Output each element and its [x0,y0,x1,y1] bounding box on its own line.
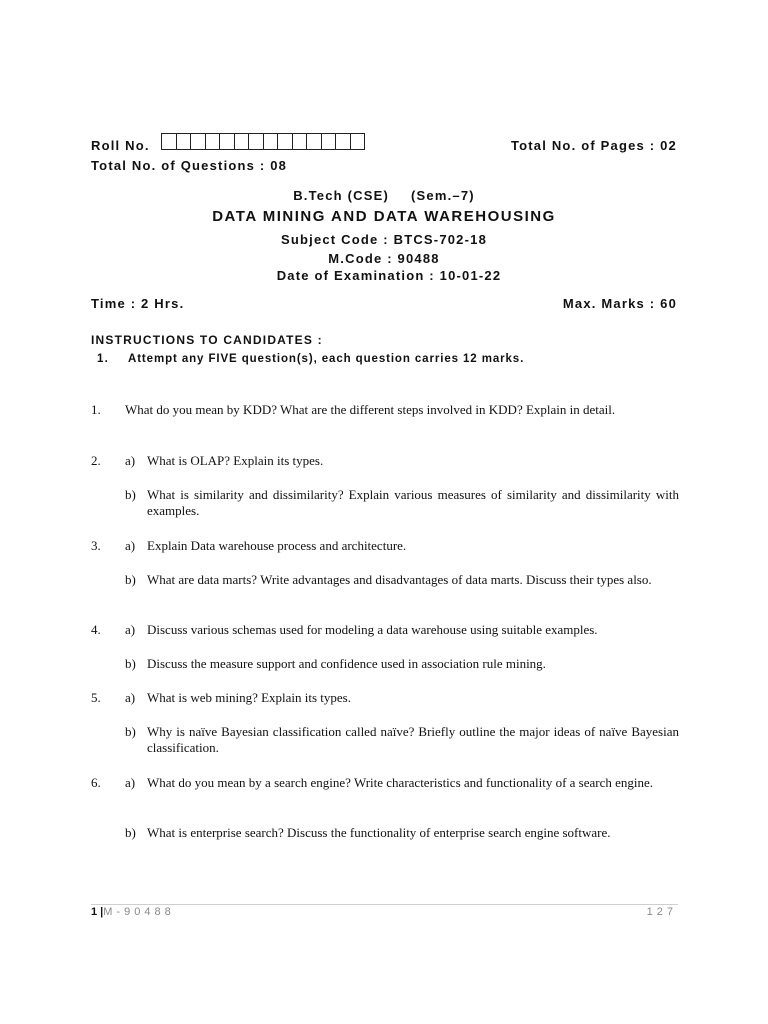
part-b-label: b) [125,572,136,587]
subject-title: DATA MINING AND DATA WAREHOUSING [212,208,556,225]
part-a-text: Discuss various schemas used for modeling a data warehouse using suitable examples. [147,622,598,637]
part-b-label: b) [125,724,136,739]
part-b-text: Discuss the measure support and confidence used in association rule mining. [147,656,546,671]
part-b-label: b) [125,656,136,671]
part-b-text: What is enterprise search? Discuss the functionality of enterprise search engine software. [147,825,611,840]
question-number: 2. [91,453,101,468]
roll-number-box[interactable] [278,133,293,150]
part-a-label: a) [125,538,136,553]
m-code: M.Code : 90488 [328,251,440,266]
question-number: 5. [91,690,101,705]
part-b-text: Why is naïve Bayesian classification called naïve? Briefly outline the major ideas of naïve Bayesian classification. [147,724,679,755]
footer-divider [91,904,678,905]
subject-code: Subject Code : BTCS-702-18 [280,232,487,247]
instruction-number: 1. [97,353,109,365]
max-marks: Max. Marks : 60 [562,296,677,311]
roll-number-box[interactable] [351,133,366,150]
time-allowed: Time : 2 Hrs. [91,296,185,311]
roll-number-boxes[interactable] [161,133,365,150]
question-number: 6. [91,775,101,790]
semester: (Sem.–7) [410,188,475,203]
footer-right-code: 127 [646,906,677,918]
question-number: 3. [91,538,101,553]
part-b-text: What is similarity and dissimilarity? Explain various measures of similarity and dissimilarity with examples. [147,487,679,518]
total-pages: Total No. of Pages : 02 [510,138,677,153]
roll-number-box[interactable] [206,133,221,150]
part-a-label: a) [125,453,136,468]
footer-m-code: M-90488 [103,906,175,918]
part-b-text: What are data marts? Write advantages and disadvantages of data marts. Discuss their types also. [147,572,652,587]
roll-number-box[interactable] [322,133,337,150]
instruction-text: Attempt any FIVE question(s), each question carries 12 marks. [128,353,525,365]
roll-number-box[interactable] [191,133,206,150]
roll-number-box[interactable] [162,133,177,150]
question-number: 1. [91,402,101,417]
part-a-text: Explain Data warehouse process and architecture. [147,538,407,553]
roll-number-label: Roll No. [91,138,150,153]
part-a-label: a) [125,775,136,790]
part-a-text: What do you mean by a search engine? Write characteristics and functionality of a search engine. [147,775,654,790]
part-a-text: What is web mining? Explain its types. [147,690,351,705]
roll-number-box[interactable] [307,133,322,150]
roll-number-box[interactable] [249,133,264,150]
footer-page-number: 1 | [91,906,104,918]
footer-left [91,906,175,918]
part-a-label: a) [125,622,136,637]
part-b-label: b) [125,487,136,502]
roll-number-box[interactable] [177,133,192,150]
question-text: What do you mean by KDD? What are the different steps involved in KDD? Explain in detail. [125,402,616,417]
total-questions: Total No. of Questions : 08 [91,158,288,173]
roll-number-box[interactable] [235,133,250,150]
part-a-text: What is OLAP? Explain its types. [147,453,324,468]
roll-number-box[interactable] [220,133,235,150]
question-number: 4. [91,622,101,637]
instructions-heading: INSTRUCTIONS TO CANDIDATES : [91,333,323,347]
roll-number-box[interactable] [336,133,351,150]
exam-date: Date of Examination : 10-01-22 [276,268,502,283]
program: B.Tech (CSE) [293,188,389,203]
roll-number-box[interactable] [293,133,308,150]
part-a-label: a) [125,690,136,705]
course-line [0,188,768,203]
roll-number-box[interactable] [264,133,279,150]
part-b-label: b) [125,825,136,840]
